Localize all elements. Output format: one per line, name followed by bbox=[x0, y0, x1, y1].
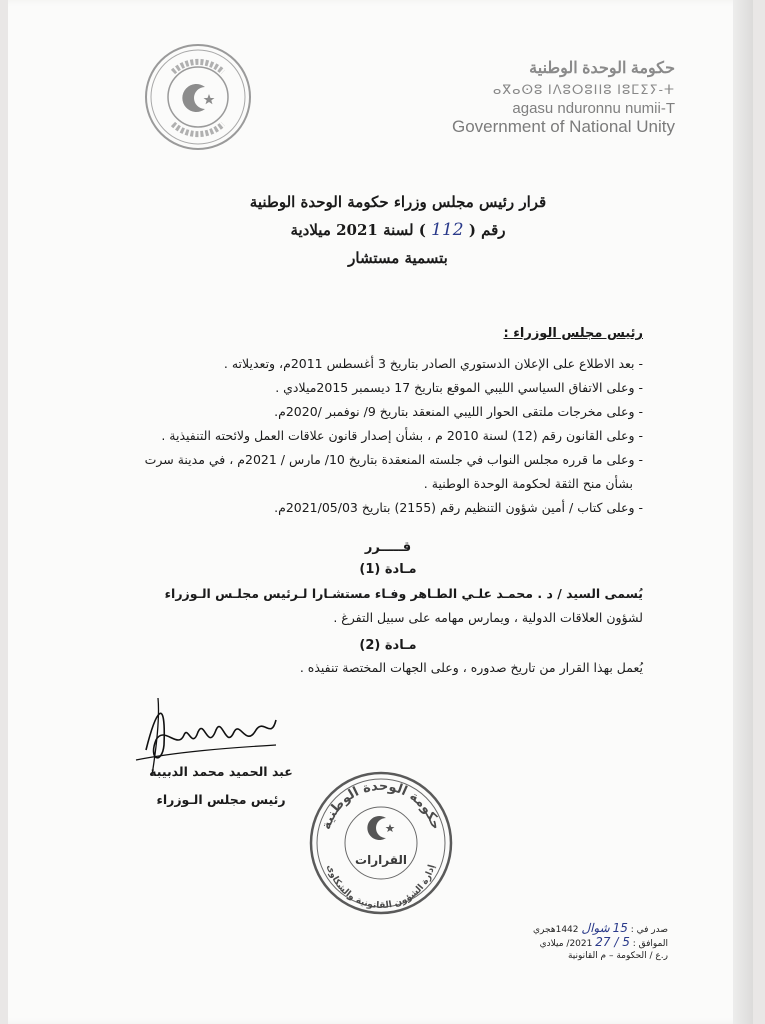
stamp-bottom-text: إدارة الشؤون القانونية والشكاوى bbox=[324, 863, 438, 912]
preamble-item: - وعلى كتاب / أمين شؤون التنظيم رقم (2155) بتاريخ 2021/05/03م. bbox=[274, 500, 643, 515]
issue-year: 1442هجري bbox=[533, 925, 579, 935]
government-seal-emblem bbox=[143, 42, 253, 152]
preamble-item: - وعلى ما قرره مجلس النواب في جلسته المنعقدة بتاريخ 10/ مارس / 2021م ، في مدينة سرت bbox=[144, 452, 643, 467]
preamble-item: - وعلى القانون رقم (12) لسنة 2010 م ، بشأن إصدار قانون علاقات العمل ولائحته التنفيذية . bbox=[161, 428, 643, 443]
svg-text:إدارة الشؤون القانونية والشكاو bbox=[324, 863, 437, 911]
issue-date-hijri bbox=[508, 922, 668, 936]
decree-number-prefix: رقم ( bbox=[468, 221, 506, 239]
issue-date-gregorian bbox=[508, 936, 668, 950]
issue-month: شوال bbox=[581, 921, 610, 935]
article-1-line: يُسمى السيد / د . محمـد علـي الطـاهر وفـاء مستشـارا لـرئيس مجلـس الـوزراء bbox=[164, 586, 643, 601]
page-edge-shadow bbox=[733, 0, 753, 1024]
article-1-body bbox=[103, 582, 643, 630]
gregorian-year: 2021/ ميلادي bbox=[539, 939, 593, 949]
gregorian-date: 5 / 27 bbox=[595, 935, 630, 949]
stamp-center-text: القرارات bbox=[355, 853, 407, 867]
article-1-line: لشؤون العلاقات الدولية ، ويمارس مهامه على سبيل التفرغ . bbox=[333, 610, 643, 625]
header-english-name: Government of National Unity bbox=[452, 117, 675, 136]
header-arabic-name: حكومة الوحدة الوطنية bbox=[529, 60, 675, 77]
preamble-section bbox=[103, 322, 643, 520]
decree-subject: بتسمية مستشار bbox=[348, 249, 448, 267]
government-header bbox=[415, 58, 675, 137]
article-2-body bbox=[103, 656, 643, 680]
decree-title: قرار رئيس مجلس وزراء حكومة الوحدة الوطنية bbox=[249, 193, 547, 211]
gregorian-label: الموافق : bbox=[632, 939, 668, 949]
stamp-top-text: حكومة الوحدة الوطنية bbox=[318, 778, 444, 832]
issue-label: صدر في : bbox=[630, 925, 668, 935]
decree-year: ) لسنة 2021 ميلادية bbox=[290, 221, 426, 239]
preamble-item: - وعلى مخرجات ملتقى الحوار الليبي المنعقد بتاريخ 9/ نوفمبر /2020م. bbox=[274, 404, 643, 419]
article-2-line: يُعمل بهذا القرار من تاريخ صدوره ، وعلى الجهات المختصة تنفيذه . bbox=[299, 660, 643, 675]
decree-number: 112 bbox=[431, 220, 464, 240]
preamble-heading: رئيس مجلس الوزراء : bbox=[503, 326, 643, 341]
reference-code: ر.ع / الحكومة – م القانونية bbox=[567, 951, 668, 961]
official-stamp bbox=[306, 768, 456, 918]
signatory-block bbox=[136, 758, 306, 814]
decision-heading: قـــــرر bbox=[364, 540, 412, 555]
header-amazigh-latin-name: agasu nduronnu numii-T bbox=[512, 100, 675, 117]
document-page bbox=[8, 0, 753, 1024]
article-1-title: مـادة (1) bbox=[359, 562, 417, 577]
article-2-title: مـادة (2) bbox=[359, 638, 417, 653]
decree-number-line bbox=[188, 216, 608, 244]
header-tifinagh-name: ⴰⴳⴰⵙⵓ ⵏⴷⵓⵔⵓⵏⵏⵓ ⵏⵓⵎⵉⵢ-ⵜ bbox=[492, 82, 675, 97]
preamble-item: - بعد الاطلاع على الإعلان الدستوري الصادر بتاريخ 3 أغسطس 2011م، وتعديلاته . bbox=[223, 356, 643, 371]
signatory-title: رئيس مجلس الـوزراء bbox=[156, 792, 286, 807]
preamble-item: بشأن منح الثقة لحكومة الوحدة الوطنية . bbox=[423, 476, 633, 491]
preamble-item: - وعلى الاتفاق السياسي الليبي الموقع بتاريخ 17 ديسمبر 2015ميلادي . bbox=[275, 380, 643, 395]
decree-title-block bbox=[188, 188, 608, 272]
signatory-name: عبد الحميد محمد الدبيبة bbox=[149, 764, 293, 779]
reference-block bbox=[508, 922, 668, 962]
issue-day: 15 bbox=[612, 921, 628, 935]
